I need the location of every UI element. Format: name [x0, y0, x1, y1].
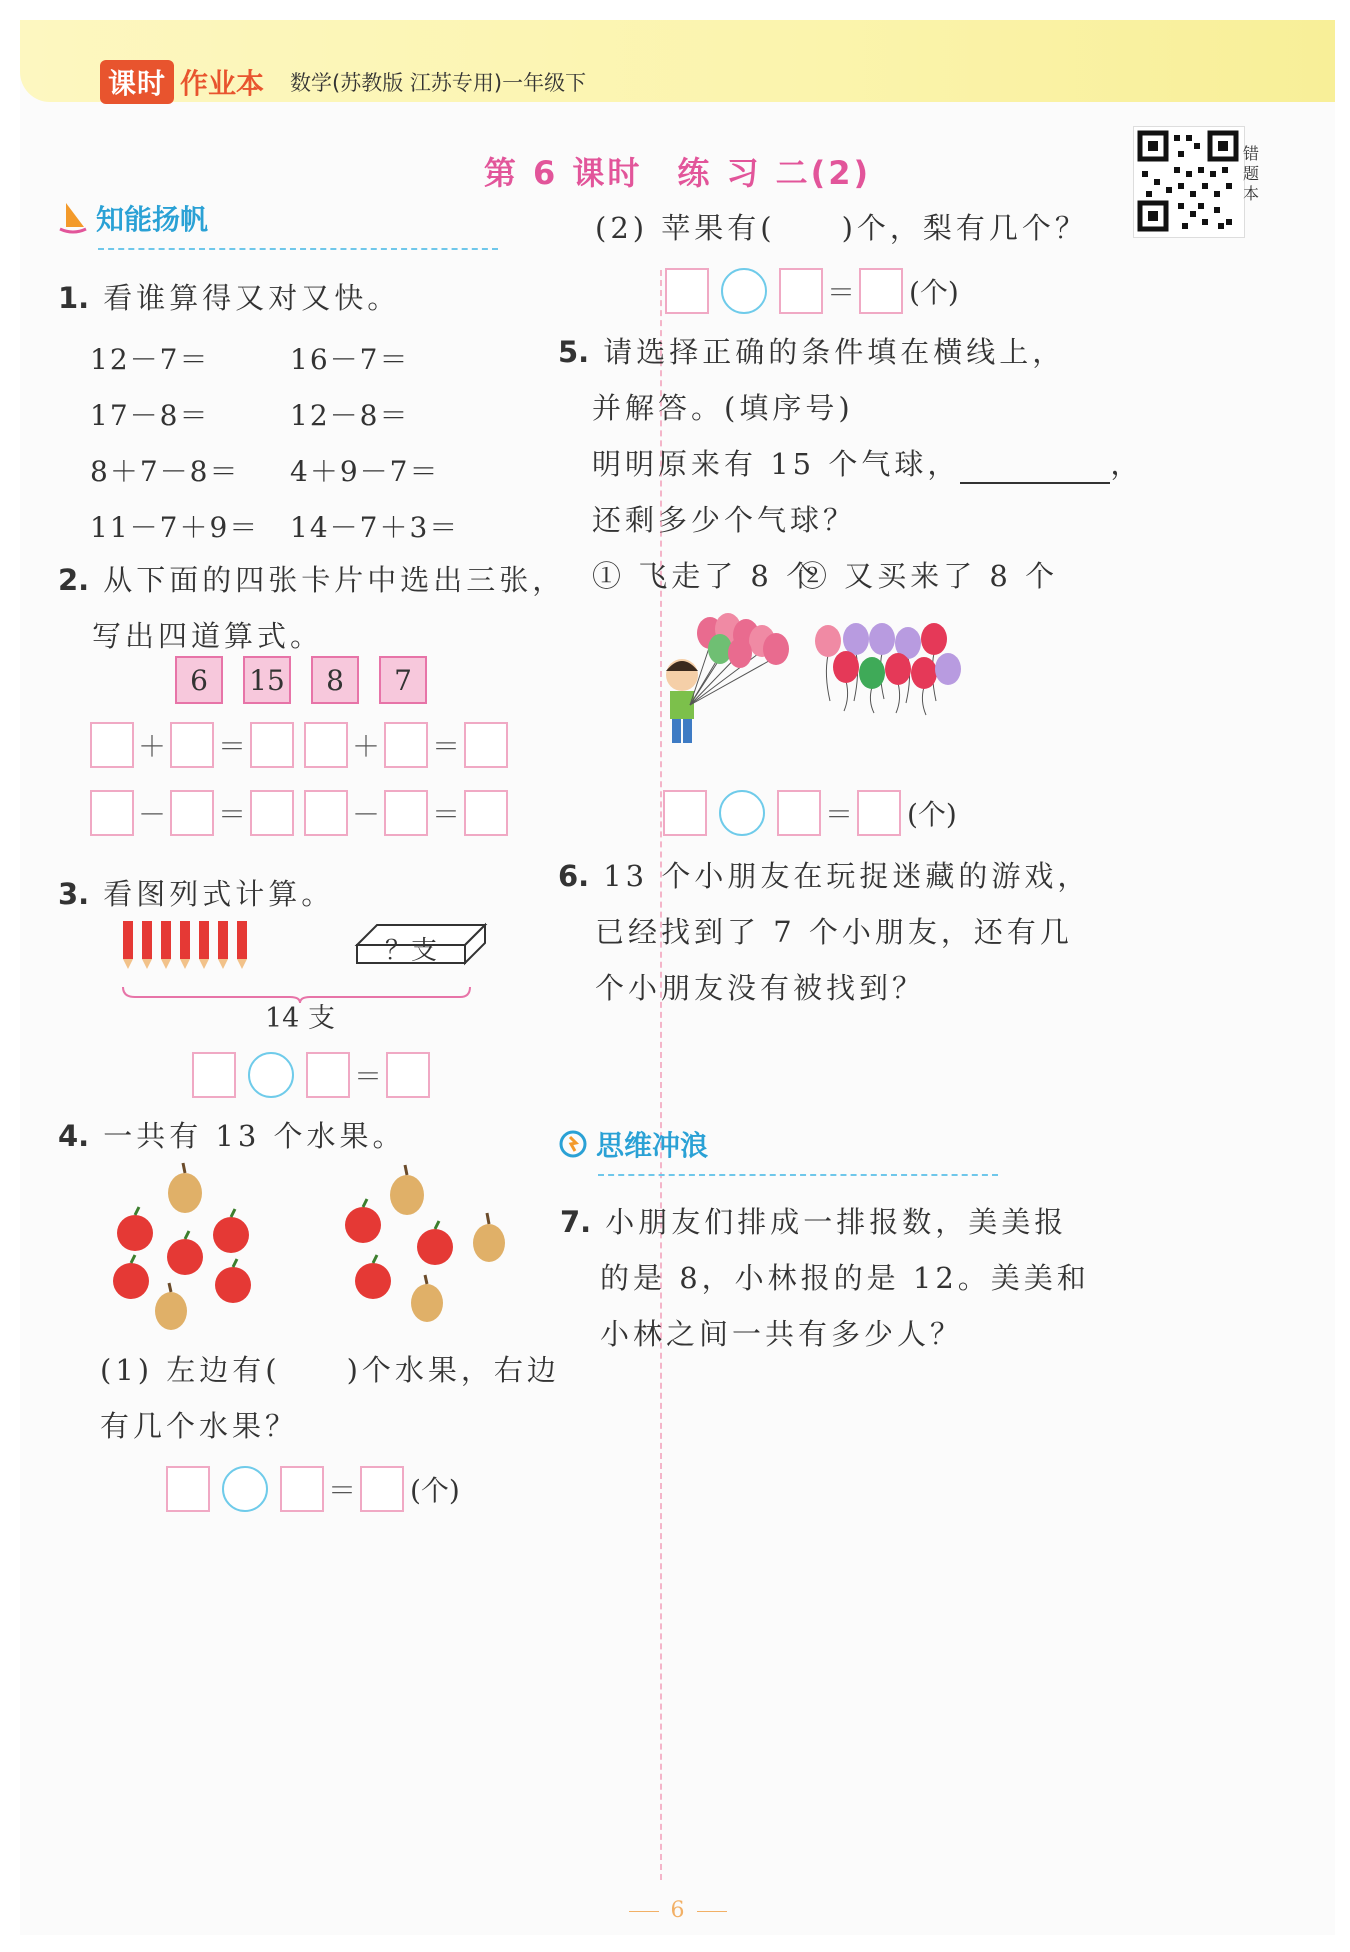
answer-box[interactable] [386, 1052, 430, 1098]
question-3 [58, 874, 334, 914]
operator-circle[interactable] [719, 790, 765, 836]
equation-addition-2 [304, 722, 508, 768]
question-2-line2: 写出四道算式。 [92, 619, 324, 653]
answer-box[interactable] [306, 1052, 350, 1098]
equation-q4-2 [665, 268, 959, 314]
question-number: 4. [58, 1119, 90, 1153]
sail-icon [58, 201, 88, 235]
balloon-bunch-icon [697, 613, 789, 668]
question-number: 7. [560, 1205, 592, 1239]
pear-icon [390, 1165, 424, 1215]
answer-box[interactable] [90, 790, 134, 836]
question-number: 5. [558, 335, 590, 369]
question-text: 从下面的四张卡片中选出三张， [103, 563, 566, 597]
section-advanced-title: 思维冲浪 [596, 1129, 709, 1162]
section-advanced-underline [598, 1174, 998, 1176]
question-number: 2. [58, 563, 90, 597]
question-2 [58, 560, 565, 600]
qr-code-icon [1134, 127, 1242, 235]
equation-subtraction-2 [304, 790, 508, 836]
brand-name: 作业本 [180, 67, 265, 100]
question-4-sub1-line2: 有几个水果？ [100, 1409, 299, 1443]
question-number: 3. [58, 877, 90, 911]
answer-box[interactable] [192, 1052, 236, 1098]
answer-box[interactable] [170, 722, 214, 768]
question-5 [558, 332, 1065, 372]
operator-circle[interactable] [222, 1466, 268, 1512]
operator-circle[interactable] [721, 268, 767, 314]
answer-box[interactable] [464, 790, 508, 836]
operator-circle[interactable] [248, 1052, 294, 1098]
question-4-sub2: (2) 苹果有( )个，梨有几个？ [595, 211, 1088, 245]
question-4-sub1: (1) 左边有( )个水果，右边 [100, 1353, 560, 1387]
answer-box[interactable] [384, 790, 428, 836]
unit-label: (个) [909, 276, 959, 309]
answer-box[interactable] [280, 1466, 324, 1512]
answer-box[interactable] [857, 790, 901, 836]
section-basic [58, 198, 208, 238]
pencils-illustration [115, 915, 495, 1005]
equals-sign: ＝ [217, 798, 246, 831]
comma: ， [1110, 447, 1144, 481]
equation-q4-1 [166, 1466, 460, 1512]
equation-addition-1 [90, 722, 294, 768]
equals-sign: ＝ [217, 730, 246, 763]
pencil-box-label: ？支 [385, 936, 438, 966]
question-text: 小朋友们排成一排报数，美美报 [605, 1205, 1068, 1239]
question-5-line4: 还剩多少个气球？ [592, 503, 857, 537]
minus-sign: － [137, 798, 166, 831]
calc-item: 4＋9－7＝ [290, 455, 440, 488]
question-number: 6. [558, 859, 590, 893]
answer-box[interactable] [859, 268, 903, 314]
calc-item: 17－8＝ [90, 399, 210, 432]
equals-sign: ＝ [353, 1060, 382, 1093]
pear-icon [411, 1275, 443, 1322]
section-advanced [558, 1124, 708, 1164]
equals-sign: ＝ [431, 798, 460, 831]
pear-icon [168, 1163, 202, 1213]
equals-sign: ＝ [431, 730, 460, 763]
question-7 [560, 1202, 1067, 1242]
answer-box[interactable] [779, 268, 823, 314]
answer-box[interactable] [777, 790, 821, 836]
question-7-line3: 小林之间一共有多少人？ [600, 1317, 964, 1351]
pear-icon [473, 1213, 505, 1262]
question-6-line2: 已经找到了 7 个小朋友，还有几 [595, 915, 1073, 949]
equals-sign: ＝ [824, 798, 853, 831]
apple-icon [355, 1255, 391, 1299]
page-number-value: 6 [670, 1898, 685, 1923]
pencil-total-label: 14 支 [265, 1003, 335, 1034]
answer-box[interactable] [304, 790, 348, 836]
question-text: 看图列式计算。 [103, 877, 335, 911]
number-card: 7 [379, 656, 427, 704]
calc-item: 12－8＝ [290, 399, 410, 432]
number-card: 15 [243, 656, 291, 704]
question-4 [58, 1116, 406, 1156]
equals-sign: ＝ [826, 276, 855, 309]
question-text: 看谁算得又对又快。 [103, 281, 401, 315]
question-7-line2: 的是 8，小林报的是 12。美美和 [600, 1261, 1090, 1295]
minus-sign: － [351, 798, 380, 831]
question-text: 13 个小朋友在玩捉迷藏的游戏， [603, 859, 1091, 893]
plus-sign: ＋ [351, 730, 380, 763]
question-number: 1. [58, 281, 90, 315]
qr-code[interactable] [1133, 126, 1245, 238]
plus-sign: ＋ [137, 730, 166, 763]
answer-box[interactable] [170, 790, 214, 836]
apple-icon [117, 1207, 153, 1251]
wave-icon [558, 1129, 588, 1159]
calc-item: 14－7＋3＝ [290, 511, 460, 544]
page [20, 20, 1335, 1935]
unit-label: (个) [410, 1474, 460, 1507]
answer-box[interactable] [665, 268, 709, 314]
answer-box[interactable] [166, 1466, 210, 1512]
question-text: 请选择正确的条件填在横线上， [603, 335, 1066, 369]
answer-box[interactable] [304, 722, 348, 768]
question-1 [58, 278, 400, 318]
balloons-illustration [650, 605, 1030, 765]
apple-icon [113, 1255, 149, 1299]
fruit-illustration [105, 1155, 525, 1335]
apple-icon [345, 1199, 381, 1243]
question-5-option-1: ① 飞走了 8 个 [592, 559, 820, 593]
answer-box[interactable] [360, 1466, 404, 1512]
calc-item: 11－7＋9＝ [90, 511, 260, 544]
apple-icon [167, 1231, 203, 1275]
qr-label: 错题本 [1243, 144, 1260, 203]
apple-icon [213, 1209, 249, 1253]
apple-icon [215, 1259, 251, 1303]
answer-box[interactable] [250, 790, 294, 836]
question-5-line3 [592, 444, 1143, 484]
question-5-condition-text: 明明原来有 15 个气球， [592, 447, 961, 481]
section-basic-underline [98, 248, 498, 250]
question-6-line3: 个小朋友没有被找到？ [595, 971, 926, 1005]
answer-box[interactable] [384, 722, 428, 768]
answer-box[interactable] [663, 790, 707, 836]
apple-icon [417, 1221, 453, 1265]
page-number [20, 1898, 1335, 1923]
right-fruit-group [345, 1165, 505, 1322]
calc-item: 8＋7－8＝ [90, 455, 240, 488]
unit-label: (个) [907, 798, 957, 831]
question-5-line2: 并解答。(填序号) [592, 391, 854, 425]
fill-in-blank[interactable] [960, 458, 1110, 484]
left-fruit-group [113, 1163, 251, 1330]
loose-balloons-icon [815, 623, 961, 689]
answer-box[interactable] [90, 722, 134, 768]
card-row [175, 656, 447, 704]
question-5-option-2: ② 又买来了 8 个 [798, 559, 1059, 593]
brand-logo: 课时 [100, 60, 174, 104]
brand [100, 62, 586, 102]
calc-item: 16－7＝ [290, 343, 410, 376]
equals-sign: ＝ [327, 1474, 356, 1507]
equation-subtraction-1 [90, 790, 294, 836]
equation-q5 [663, 790, 957, 836]
question-6 [558, 856, 1090, 896]
number-card: 6 [175, 656, 223, 704]
equation-q3 [192, 1052, 430, 1098]
number-card: 8 [311, 656, 359, 704]
pear-icon [155, 1283, 187, 1330]
question-text: 一共有 13 个水果。 [103, 1119, 406, 1153]
calc-item: 12－7＝ [90, 343, 210, 376]
book-subtitle: 数学(苏教版 江苏专用)一年级下 [290, 71, 587, 95]
answer-box[interactable] [464, 722, 508, 768]
section-basic-title: 知能扬帆 [96, 203, 209, 236]
answer-box[interactable] [250, 722, 294, 768]
pencil-icon [123, 921, 247, 969]
lesson-title: 第 6 课时 练 习 二(2) [483, 154, 872, 192]
